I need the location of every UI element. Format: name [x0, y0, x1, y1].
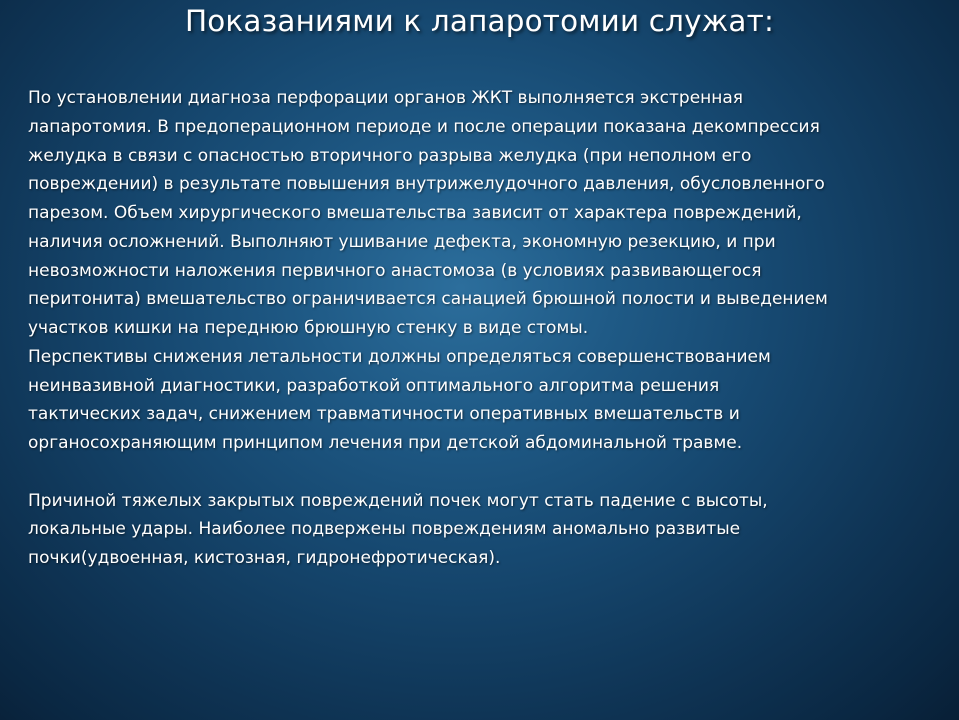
- text-line: неинвазивной диагностики, разработкой оптимального алгоритма решения: [28, 375, 720, 396]
- text-line: Перспективы снижения летальности должны определяться совершенствованием: [28, 346, 771, 367]
- text-line: локальные удары. Наиболее подвержены повреждениям аномально развитые: [28, 519, 741, 540]
- text-line: почки(удвоенная, кистозная, гидронефротическая).: [28, 548, 501, 568]
- paragraph-perforation: [28, 84, 934, 343]
- text-line: органосохраняющим принципом лечения при детской абдоминальной травме.: [28, 433, 743, 453]
- text-line: тактических задач, снижением травматичности оперативных вмешательств и: [28, 404, 740, 425]
- text-line: участков кишки на переднюю брюшную стенку в виде стомы.: [28, 318, 589, 338]
- text-line: желудка в связи с опасностью вторичного разрыва желудка (при неполном его: [28, 145, 752, 166]
- text-line: невозможности наложения первичного анастомоза (в условиях развивающегося: [28, 260, 762, 281]
- text-line: парезом. Объем хирургического вмешательства зависит от характера повреждений,: [28, 203, 802, 223]
- paragraph-prospects: [28, 343, 934, 458]
- text-line: По установлении диагноза перфорации органов ЖКТ выполняется экстренная: [28, 88, 744, 108]
- text-line: Причиной тяжелых закрытых повреждений почек могут стать падение с высоты,: [28, 490, 768, 511]
- slide-body: [28, 84, 934, 573]
- text-line: наличия осложнений. Выполняют ушивание дефекта, экономную резекцию, и при: [28, 231, 776, 252]
- text-line: лапаротомия. В предоперационном периоде и после операции показана декомпрессия: [28, 116, 820, 137]
- paragraph-kidney-injuries: [28, 487, 934, 573]
- paragraph-spacer: [28, 458, 934, 487]
- text-line: перитонита) вмешательство ограничивается санацией брюшной полости и выведением: [28, 289, 828, 310]
- text-line: повреждении) в результате повышения внутрижелудочного давления, обусловленного: [28, 174, 825, 195]
- slide-title: Показаниями к лапаротомии служат:: [184, 4, 775, 38]
